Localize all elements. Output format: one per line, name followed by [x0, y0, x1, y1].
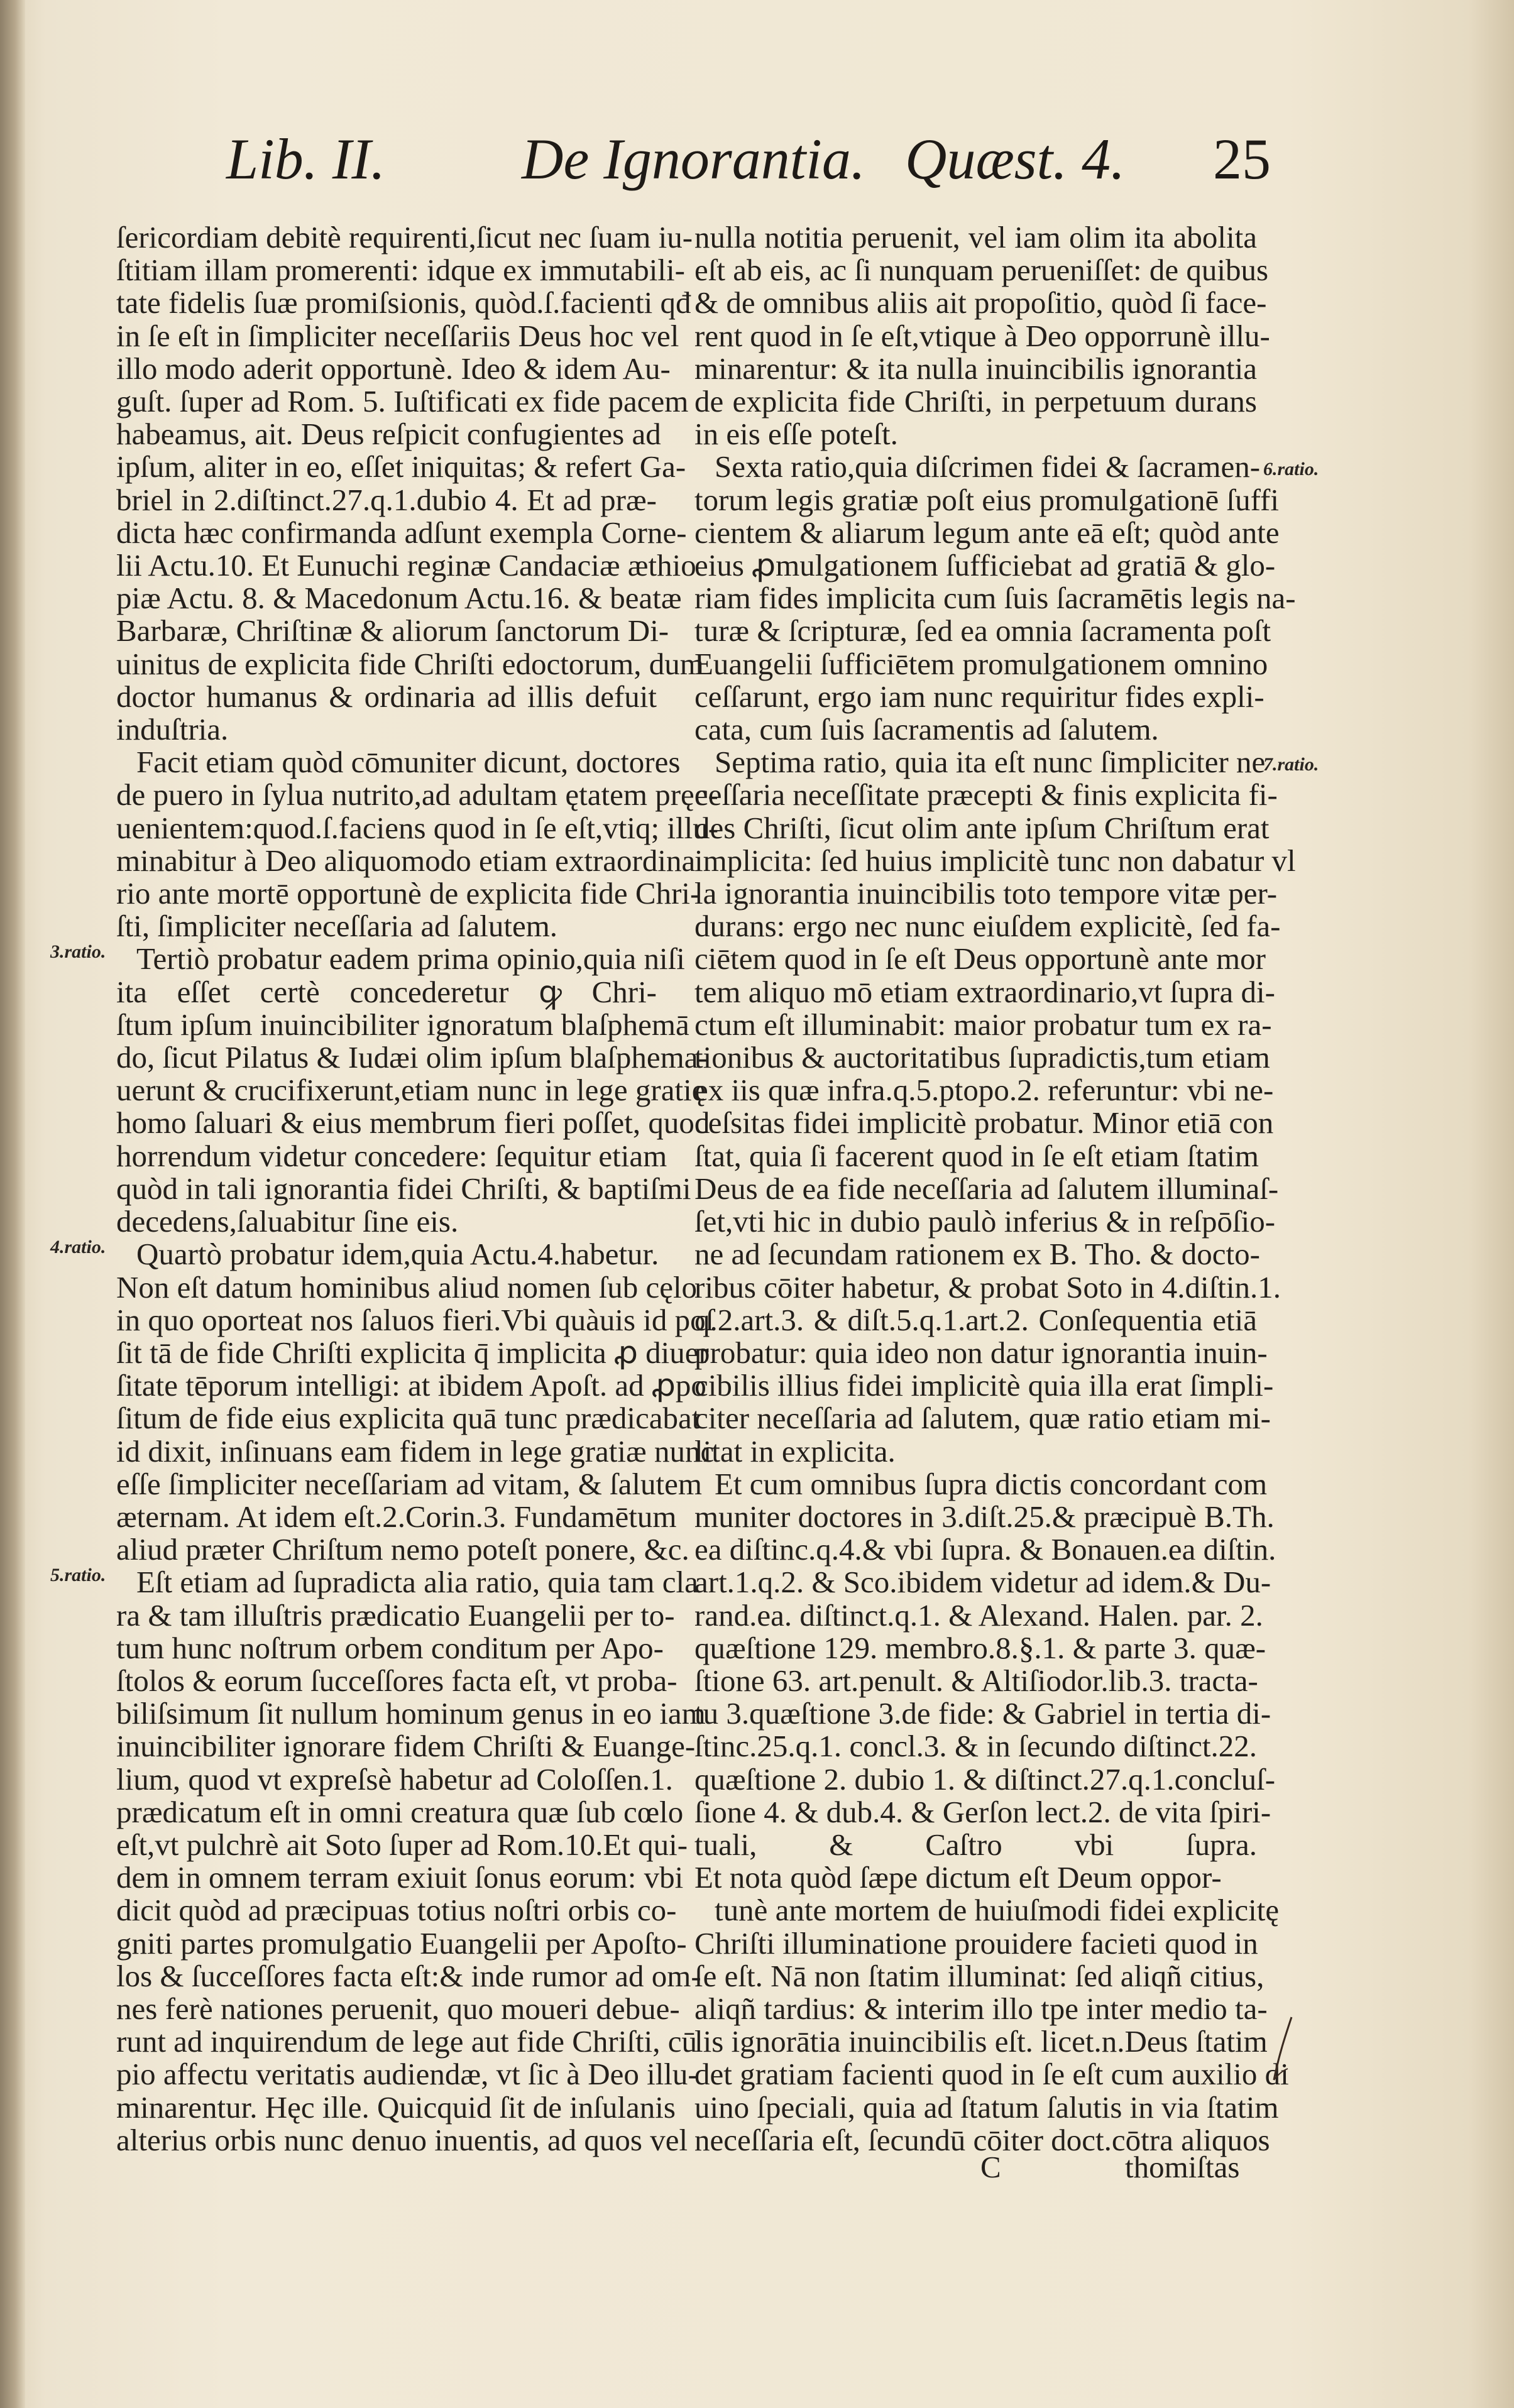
text-line: alterius orbis nunc denuo inuentis, ad quos vel — [116, 2122, 688, 2157]
signature-mark: C — [980, 2150, 1001, 2184]
text-line: tionibus & auctoritatibus ſupradictis,tum etiam — [694, 1040, 1270, 1075]
text-line: dem in omnem terram exiuit ſonus eorum: vbi — [116, 1860, 684, 1895]
running-head — [0, 126, 1514, 226]
text-line: Tertiò probatur eadem prima opinio,quia niſi — [136, 941, 685, 977]
text-line: ſione 4. & dub.4. & Gerſon lect.2. de vita ſpiri- — [694, 1794, 1271, 1829]
margin-note-ratio-3: 3.ratio. — [50, 941, 106, 962]
text-line: cientem & aliarum legum ante eā eſt; quòd ante — [694, 515, 1280, 550]
text-line: eſt ab eis, ac ſi nunquam perueniſſet: de quibus — [694, 253, 1269, 288]
text-line: cibilis illius fidei implicitè quia illa erat ſimpli- — [694, 1368, 1274, 1403]
text-line: id dixit, inſinuans eam fidem in lege gratiæ nunc — [116, 1433, 715, 1469]
text-line: ceſſarunt, ergo iam nunc requiritur fides expli- — [694, 679, 1264, 714]
text-line: decedens,ſaluabitur ſine eis. — [116, 1204, 459, 1239]
text-line: ribus cōiter habetur, & probat Soto in 4.diſtin.1. — [694, 1269, 1281, 1305]
text-line: litat in explicita. — [694, 1433, 896, 1469]
text-line: aliud præter Chriſtum nemo poteſt ponere, &c. — [116, 1532, 689, 1567]
text-line: quæſtione 2. dubio 1. & diſtinct.27.q.1.concluſ- — [694, 1761, 1276, 1797]
handwritten-mark-icon — [1266, 2011, 1304, 2086]
text-line: lis ignorātia inuincibilis eſt. licet.n.Deus ſtatim — [694, 2024, 1268, 2059]
text-line: prædicatum eſt in omni creatura quæ ſub cœlo — [116, 1794, 684, 1829]
text-line: minarentur. Hęc ille. Quicquid ſit de inſulanis — [116, 2089, 676, 2125]
text-line: tunè ante mortem de huiuſmodi fidei explicitę — [715, 1893, 1280, 1928]
text-line: quòd in tali ignorantia fidei Chriſti, & baptiſmi — [116, 1171, 691, 1206]
text-line: ſtinc.25.q.1. concl.3. & in ſecundo diſtinct.22. — [694, 1729, 1257, 1764]
text-line: biliſsimum ſit nullum hominum genus in eo iam — [116, 1696, 706, 1731]
text-line: ſtat, quia ſi facerent quod in ſe eſt etiam ſtatim — [694, 1138, 1259, 1173]
text-line: gniti partes promulgatio Euangelii per Apoſto- — [116, 1925, 687, 1961]
text-line: minarentur: & ita nulla inuincibilis ignorantia — [694, 351, 1257, 386]
text-line: guſt. ſuper ad Rom. 5. Iuſtificati ex fide pacem — [116, 384, 689, 419]
text-line: inuincibiliter ignorare fidem Chriſti & Euange- — [116, 1729, 696, 1764]
running-head-book: Lib. II. — [226, 127, 385, 191]
text-line: de explicita fide Chriſti, in perpetuum durans — [694, 384, 1257, 419]
text-line: nulla notitia peruenit, vel iam olim ita abolita — [694, 220, 1257, 254]
text-line: det gratiam facienti quod in ſe eſt cum auxilio di — [694, 2057, 1289, 2092]
text-line: Et cum omnibus ſupra dictis concordant com — [715, 1466, 1268, 1501]
margin-note-ratio-4: 4.ratio. — [50, 1237, 106, 1257]
text-line: ipſum, aliter in eo, eſſet iniquitas; & refert Ga- — [116, 449, 686, 484]
text-line: Non eſt datum hominibus aliud nomen ſub cęlo — [116, 1269, 698, 1305]
text-line: cata, cum ſuis ſacramentis ad ſalutem. — [694, 712, 1159, 747]
text-line: tu 3.quæſtione 3.de fide: & Gabriel in tertia di- — [694, 1696, 1271, 1731]
text-line: rent quod in ſe eſt,vtique à Deo opporrunè illu- — [694, 318, 1270, 353]
text-line: in quo oporteat nos ſaluos fieri.Vbi quàuis id poſ — [116, 1302, 715, 1337]
text-line: ciētem quod in ſe eſt Deus opportunè ante mor — [694, 941, 1266, 977]
text-line: æternam. At idem eſt.2.Corin.3. Fundamētum — [116, 1499, 677, 1534]
text-line: ſet,vti hic in dubio paulò inferius & in reſpōſio- — [694, 1204, 1276, 1239]
text-line: tum hunc noſtrum orbem conditum per Apo- — [116, 1630, 664, 1665]
text-line: neceſſaria eſt, ſecundū cōiter doct.cōtra aliquos — [694, 2122, 1270, 2157]
running-head-title: De Ignorantia. — [522, 127, 865, 191]
text-line: habeamus, ait. Deus reſpicit confugientes ad — [116, 417, 661, 452]
text-line: Barbaræ, Chriſtinæ & aliorum ſanctorum Di- — [116, 613, 669, 649]
text-line: ra & tam illuſtris prædicatio Euangelii per to- — [116, 1597, 675, 1633]
text-line: Quartò probatur idem,quia Actu.4.habetur. — [136, 1237, 659, 1272]
text-line: ita eſſet certè concederetur ꝙ Chri- — [116, 974, 657, 1009]
text-line: ceſſaria neceſſitate præcepti & finis explicita fi- — [694, 777, 1278, 813]
text-line: ctum eſt illuminabit: maior probatur tum ex ra- — [694, 1007, 1272, 1042]
text-line: uerunt & crucifixerunt,etiam nunc in lege gratię — [116, 1073, 706, 1108]
catchword: thomiſtas — [1125, 2150, 1240, 2184]
text-line: ceſsitas fidei implicitè probatur. Minor etiā con — [694, 1105, 1274, 1141]
text-line: de puero in ſylua nutrito,ad adultam ętatem pręe- — [116, 777, 718, 813]
folio-number: 25 — [1213, 127, 1271, 191]
text-line: tem aliquo mō etiam extraordinario,vt ſupra di- — [694, 974, 1275, 1009]
text-line: in eis eſſe poteſt. — [694, 417, 898, 452]
left-text-column — [116, 220, 719, 2157]
text-line: Septima ratio, quia ita eſt nunc ſimpliciter ne — [715, 745, 1266, 780]
binding-gutter — [0, 0, 25, 2408]
text-line: uenientem:quod.ſ.faciens quod in ſe eſt,vtiq; illu- — [116, 810, 719, 845]
text-line: des Chriſti, ſicut olim ante ipſum Chriſtum erat — [694, 810, 1270, 845]
text-line: ſtione 63. art.penult. & Altiſiodor.lib.3. tracta- — [694, 1663, 1258, 1698]
text-line: durans: ergo nec nunc eiuſdem explicitè, ſed fa- — [694, 909, 1281, 944]
text-line: aliqñ tardius: & interim illo tpe inter medio ta- — [694, 1991, 1268, 2026]
text-line: la ignorantia inuincibilis toto tempore vitæ per- — [694, 876, 1278, 911]
text-line: ex iis quæ infra.q.5.ptopo.2. referuntur: vbi ne- — [694, 1073, 1274, 1108]
text-line: ſtolos & eorum ſucceſſores facta eſt, vt proba- — [116, 1663, 677, 1698]
text-line: illo modo aderit opportunè. Ideo & idem Au- — [116, 351, 671, 386]
text-line: tate fidelis ſuæ promiſsionis, quòd.ſ.facienti qđ — [116, 285, 691, 320]
running-head-question: Quæst. 4. — [905, 127, 1126, 191]
text-line: ſti, ſimpliciter neceſſaria ad ſalutem. — [116, 909, 558, 944]
text-line: Et nota quòd ſæpe dictum eſt Deum oppor- — [694, 1860, 1222, 1895]
text-line: probatur: quia ideo non datur ignorantia inuin- — [694, 1335, 1268, 1370]
text-line: ſitate tēporum intelligi: at ibidem Apoſt. ad ꝓpo — [116, 1368, 706, 1403]
text-line: rio ante mortē opportunè de explicita fide Chri- — [116, 876, 701, 911]
text-line: doctor humanus & ordinaria ad illis defuit — [116, 679, 657, 714]
text-line: dicta hæc confirmanda adſunt exempla Corne- — [116, 515, 687, 550]
text-line: homo ſaluari & eius membrum fieri poſſet, quod — [116, 1105, 710, 1141]
text-line: tuali, & Caſtro vbi ſupra. — [694, 1827, 1257, 1862]
text-line: Euangelii ſufficiētem promulgationem omnino — [694, 646, 1268, 681]
text-line: ſit tā de fide Chriſti explicita q̄ implicita ꝓ diuer — [116, 1335, 709, 1370]
margin-note-ratio-7: 7.ratio. — [1263, 754, 1319, 775]
text-line: induſtria. — [116, 712, 229, 747]
text-line: torum legis gratiæ poſt eius promulgationē ſuffi — [694, 482, 1279, 517]
margin-note-ratio-5: 5.ratio. — [50, 1565, 106, 1585]
text-line: lium, quod vt expreſsè habetur ad Coloſſen.1. — [116, 1761, 673, 1797]
text-line: ſtum ipſum inuincibiliter ignoratum blaſphemā — [116, 1007, 689, 1042]
text-line: Deus de ea fide neceſſaria ad ſalutem illuminaſ- — [694, 1171, 1279, 1206]
text-line: Eſt etiam ad ſupradicta alia ratio, quia tam cla — [136, 1565, 698, 1600]
text-line: eius ꝓmulgationem ſufficiebat ad gratiā & glo- — [694, 548, 1276, 583]
text-line: runt ad inquirendum de lege aut fide Chriſti, cū — [116, 2024, 697, 2059]
margin-note-ratio-6: 6.ratio. — [1263, 459, 1319, 479]
text-line: rand.ea. diſtinct.q.1. & Alexand. Halen. par. 2. — [694, 1597, 1263, 1633]
text-line: ſericordiam debitè requirenti,ſicut nec ſuam iu- — [116, 220, 693, 254]
text-line: horrendum videtur concedere: ſequitur etiam — [116, 1138, 667, 1173]
text-line: muniter doctores in 3.diſt.25.& præcipuè B.Th. — [694, 1499, 1275, 1534]
text-line: Chriſti illuminatione prouidere facieti quod in — [694, 1925, 1258, 1961]
text-line: & de omnibus aliis ait propoſitio, quòd ſi face- — [694, 285, 1267, 320]
text-line: Facit etiam quòd cōmuniter dicunt, doctores — [136, 745, 681, 780]
text-line: implicita: ſed huius implicitè tunc non dabatur vl — [694, 843, 1296, 878]
text-line: briel in 2.diſtinct.27.q.1.dubio 4. Et ad præ- — [116, 482, 657, 517]
text-line: ſtitiam illam promerenti: idque ex immutabili- — [116, 253, 685, 288]
text-line: riam fides implicita cum ſuis ſacramētis legis na- — [694, 581, 1296, 616]
text-line: eſt,vt pulchrè ait Soto ſuper ad Rom.10.Et qui- — [116, 1827, 688, 1862]
text-line: ſitum de fide eius explicita quā tunc prædicabat — [116, 1401, 701, 1436]
text-line: turæ & ſcripturæ, ſed ea omnia ſacramenta poſt — [694, 613, 1271, 649]
text-line: ſe eſt. Nā non ſtatim illuminat: ſed aliqñ citius, — [694, 1958, 1264, 1993]
text-line: lii Actu.10. Et Eunuchi reginæ Candaciæ æthio — [116, 548, 696, 583]
text-line: ea diſtinc.q.4.& vbi ſupra. & Bonauen.ea diſtin. — [694, 1532, 1276, 1567]
text-line: uino ſpeciali, quia ad ſtatum ſalutis in via ſtatim — [694, 2089, 1279, 2125]
text-line: eſſe ſimpliciter neceſſariam ad vitam, & ſalutem — [116, 1466, 703, 1501]
text-line: in ſe eſt in ſimpliciter neceſſariis Deus hoc vel — [116, 318, 679, 353]
text-line: los & ſucceſſores facta eſt:& inde rumor ad om- — [116, 1958, 701, 1993]
text-line: q.2.art.3. & diſt.5.q.1.art.2. Conſequentia etiā — [694, 1302, 1257, 1337]
text-line: dicit quòd ad præcipuas totius noſtri orbis co- — [116, 1893, 677, 1928]
text-line: do, ſicut Pilatus & Iudæi olim ipſum blaſphema- — [116, 1040, 708, 1075]
text-line: quæſtione 129. membro.8.§.1. & parte 3. quæ- — [694, 1630, 1266, 1665]
text-line: citer neceſſaria ad ſalutem, quæ ratio etiam mi- — [694, 1401, 1271, 1436]
text-line: ne ad ſecundam rationem ex B. Tho. & docto- — [694, 1237, 1260, 1272]
text-line: piæ Actu. 8. & Macedonum Actu.16. & beatæ — [116, 581, 682, 616]
text-line: uinitus de explicita fide Chriſti edoctorum, dum — [116, 646, 704, 681]
text-line: art.1.q.2. & Sco.ibidem videtur ad idem.& Du- — [694, 1565, 1271, 1600]
text-line: Sexta ratio,quia diſcrimen fidei & ſacramen- — [715, 449, 1261, 484]
text-line: minabitur à Deo aliquomodo etiam extraordina — [116, 843, 696, 878]
text-line: pio affectu veritatis audiendæ, vt ſic à Deo illu- — [116, 2057, 698, 2092]
text-line: nes ferè nationes peruenit, quo moueri debue- — [116, 1991, 680, 2026]
